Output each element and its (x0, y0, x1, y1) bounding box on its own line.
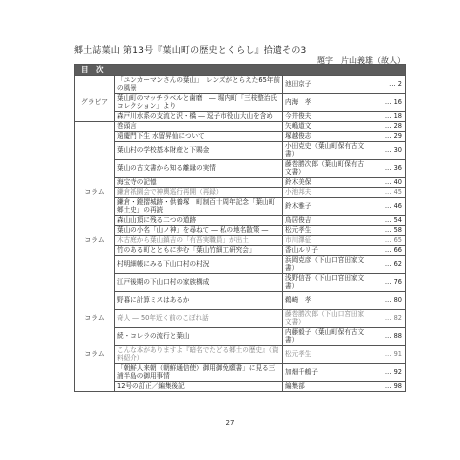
author-name: 浜岡克彦（下山口宮田家文書） (283, 256, 371, 274)
table-row (75, 274, 406, 292)
page-number: … 30 (371, 142, 406, 160)
table-row (75, 122, 406, 132)
page-number: … 92 (371, 364, 406, 382)
category-cell (75, 132, 115, 142)
table-row (75, 188, 406, 198)
category-cell (75, 76, 115, 94)
article-title: 森山山頂に残る二つの道跡 (115, 216, 283, 226)
table-row (75, 310, 406, 328)
table-row (75, 216, 406, 226)
page-number: … 88 (371, 328, 406, 346)
table-row (75, 178, 406, 188)
table-row (75, 198, 406, 216)
author-name: 鈴木美保 (283, 178, 371, 188)
author-name: 香山ルリ子 (283, 246, 371, 256)
page-number: … 65 (371, 236, 406, 246)
article-title: 竹のある町とともに歩む「葉山竹細工研究会」 (115, 246, 283, 256)
author-name: 小池邦夫 (283, 188, 371, 198)
author-name: 松元孝生 (283, 346, 371, 364)
author-name: 小田克史（葉山町保有古文書） (283, 142, 371, 160)
toc-heading: 目 次 (75, 65, 406, 76)
article-title: 「朝鮮人来朝（朝鮮通信使）御用御免願書」に見る三浦半島の御用事情 (115, 364, 283, 382)
article-title: 「ユンカーマンさんの葉山」 レンズがとらえた65年前の風景 (115, 76, 283, 94)
table-of-contents (74, 64, 406, 392)
article-title: 葉山町のマッチラベルと歯磨 ― 堀内町「三枝整治氏コレクション」より (115, 94, 283, 112)
page-number: … 36 (371, 160, 406, 178)
author-name: 編集部 (283, 382, 371, 392)
article-title: 葉山の古文書から知る離縁の実情 (115, 160, 283, 178)
article-title: 鎌倉祇園会で神輿巡行再開（再録） (115, 188, 283, 198)
page-number: … 82 (371, 310, 406, 328)
article-title: 12号の訂正／編集後記 (115, 382, 283, 392)
page-number: … 2 (371, 76, 406, 94)
author-name: 内藤毅子（葉山町保有古文書） (283, 328, 371, 346)
category-cell: コラム (75, 310, 115, 328)
category-cell: グラビア (75, 94, 115, 112)
page-number: … 18 (371, 112, 406, 122)
table-row (75, 76, 406, 94)
category-cell (75, 226, 115, 236)
category-cell (75, 274, 115, 292)
category-cell: コラム (75, 236, 115, 246)
category-cell (75, 142, 115, 160)
table-row (75, 142, 406, 160)
article-title: 野暮に計算ミスはあるか (115, 292, 283, 310)
article-title: 葉山の小名「山ノ神」を尋ねて ― 私の地名散策 ― (115, 226, 283, 236)
author-name: 鈴木雅子 (283, 198, 371, 216)
table-row (75, 328, 406, 346)
author-name: 浅野信吾（下山口宮田家文書） (283, 274, 371, 292)
page-number: … 40 (371, 178, 406, 188)
author-name: 鵜崎 孝 (283, 292, 371, 310)
article-title: 木古庭から葉山鎮吉の「有吾実職員」が出土 (115, 236, 283, 246)
table-row (75, 236, 406, 246)
page-number: … 45 (371, 188, 406, 198)
page-number: … 91 (371, 346, 406, 364)
article-title: 奇人 ― 50年近く前のこぼれ話 (115, 310, 283, 328)
category-cell (75, 112, 115, 122)
page-number: … 62 (371, 256, 406, 274)
category-cell: コラム (75, 346, 115, 364)
page-number: … 28 (371, 122, 406, 132)
category-cell (75, 364, 115, 382)
table-row (75, 346, 406, 364)
author-name: 加畑千鶴子 (283, 364, 371, 382)
author-name: 塚越俊志 (283, 132, 371, 142)
table-row (75, 94, 406, 112)
author-name: 藤巻勝次郎（葉山町保有古文書） (283, 160, 371, 178)
category-cell (75, 328, 115, 346)
table-row (75, 246, 406, 256)
article-title: 海宝寺の記憶 (115, 178, 283, 188)
category-cell (75, 382, 115, 392)
category-cell (75, 216, 115, 226)
page-number: … 16 (371, 94, 406, 112)
page-number: … 54 (371, 216, 406, 226)
table-row (75, 256, 406, 274)
article-title: 葉山村の学校基本財産と下賜金 (115, 142, 283, 160)
article-title: 森戸川水系の支流と沢・橋 ― 逗子市役山大山を含め (115, 112, 283, 122)
author-name: 池田京子 (283, 76, 371, 94)
article-title: 巻頭言 (115, 122, 283, 132)
page-number: … 29 (371, 132, 406, 142)
category-cell (75, 122, 115, 132)
category-cell (75, 178, 115, 188)
table-row (75, 382, 406, 392)
author-name: 藤巻勝次郎（下山口宮田家文書） (283, 310, 371, 328)
page-number: … 80 (371, 292, 406, 310)
toc-heading-row (75, 65, 406, 76)
page-number: … 76 (371, 274, 406, 292)
author-name: 今井俊夫 (283, 112, 371, 122)
category-cell (75, 160, 115, 178)
table-row (75, 132, 406, 142)
page-number: … 98 (371, 382, 406, 392)
article-title: 遠慶門下生 水留昇仙について (115, 132, 283, 142)
page-number: … 66 (371, 246, 406, 256)
author-name: 内海 孝 (283, 94, 371, 112)
article-title: 江戸後期の下山口村の家族構成 (115, 274, 283, 292)
author-name: 矢嶋道文 (283, 122, 371, 132)
article-title: 村明細帳にみる下山口村の村況 (115, 256, 283, 274)
article-title: こんな本がありますよ『暗名でたどる郷土の歴史』（資料紹介） (115, 346, 283, 364)
author-name: 鳥居俊吉 (283, 216, 371, 226)
article-title: 続・コレラの流行と葉山 (115, 328, 283, 346)
author-name: 市川澤征 (283, 236, 371, 246)
category-cell (75, 256, 115, 274)
title-calligrapher: 題字 片山義雄（故人） (317, 56, 405, 65)
category-cell (75, 246, 115, 256)
table-row (75, 226, 406, 236)
category-cell: コラム (75, 188, 115, 198)
author-name: 松元孝生 (283, 226, 371, 236)
category-cell (75, 292, 115, 310)
table-row (75, 292, 406, 310)
page-number: … 46 (371, 198, 406, 216)
table-row (75, 112, 406, 122)
journal-title: 郷土誌葉山 第13号『葉山町の歴史とくらし』拾遺その3 (74, 46, 307, 56)
category-cell (75, 198, 115, 216)
page-folio: 27 (225, 419, 235, 427)
table-row (75, 364, 406, 382)
table-row (75, 160, 406, 178)
article-title: 鎌倉・鐙摺城跡・供養塚 町制百十周年記念「葉山町郷土史」の再読 (115, 198, 283, 216)
page-number: … 58 (371, 226, 406, 236)
